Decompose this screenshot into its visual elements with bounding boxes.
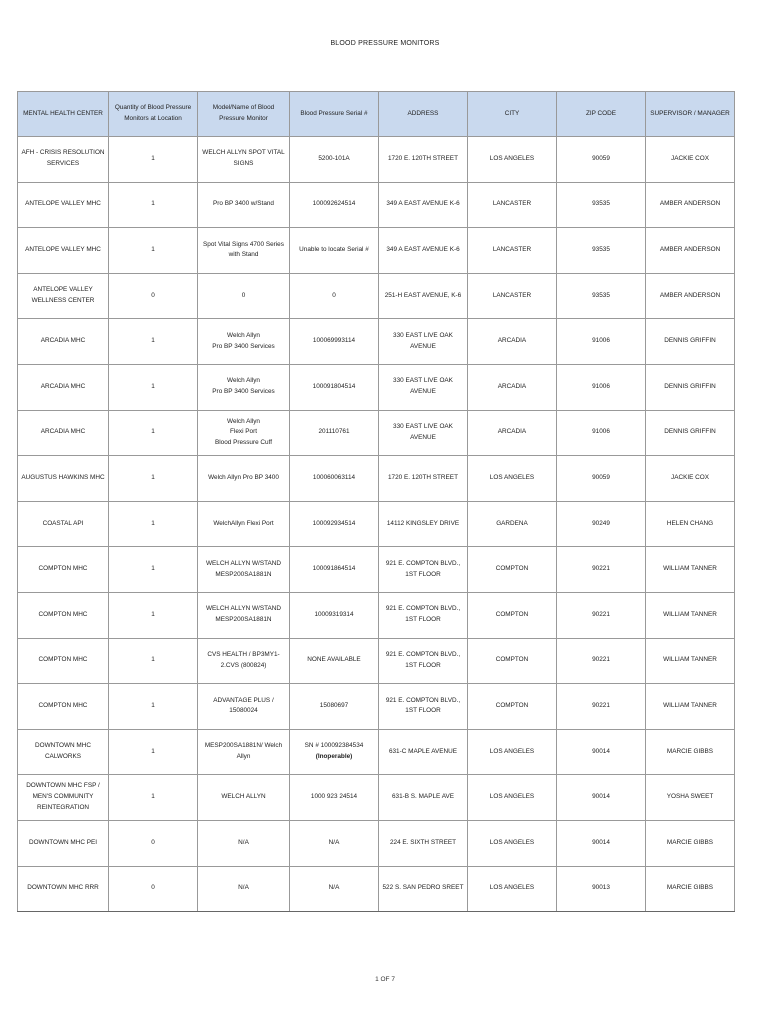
cell-address: 349 A EAST AVENUE K-6 <box>379 228 468 274</box>
cell-address: 921 E. COMPTON BLVD., 1ST FLOOR <box>379 638 468 684</box>
table-row <box>18 228 735 274</box>
cell-supervisor: YOSHA SWEET <box>646 775 735 821</box>
cell-address: 14112 KINGSLEY DRIVE <box>379 501 468 547</box>
cell-city: LOS ANGELES <box>468 866 557 912</box>
header-zip-code: ZIP CODE <box>557 92 646 137</box>
cell-center: ANTELOPE VALLEY MHC <box>18 182 109 228</box>
cell-city: LANCASTER <box>468 273 557 319</box>
cell-address: 330 EAST LIVE OAK AVENUE <box>379 410 468 456</box>
cell-quantity: 1 <box>109 684 198 730</box>
cell-address: 1720 E. 120TH STREET <box>379 137 468 183</box>
header-city: CITY <box>468 92 557 137</box>
table-row <box>18 592 735 638</box>
cell-address: 1720 E. 120TH STREET <box>379 456 468 502</box>
cell-serial: 100092934514 <box>290 501 379 547</box>
cell-supervisor: WILLIAM TANNER <box>646 592 735 638</box>
cell-city: ARCADIA <box>468 410 557 456</box>
cell-center: COMPTON MHC <box>18 684 109 730</box>
cell-serial: SN # 100092384534 (Inoperable) <box>290 729 379 775</box>
cell-quantity: 1 <box>109 547 198 593</box>
cell-center: ARCADIA MHC <box>18 410 109 456</box>
cell-quantity: 1 <box>109 775 198 821</box>
page-number: 1 OF 7 <box>375 976 395 983</box>
table-row <box>18 137 735 183</box>
cell-model: Welch Allyn Pro BP 3400 Services <box>198 364 290 410</box>
cell-center: DOWNTOWN MHC RRR <box>18 866 109 912</box>
cell-city: ARCADIA <box>468 319 557 365</box>
blood-pressure-monitors-table <box>17 91 735 912</box>
cell-center: ANTELOPE VALLEY MHC <box>18 228 109 274</box>
cell-center: ARCADIA MHC <box>18 319 109 365</box>
cell-serial: 5200-101A <box>290 137 379 183</box>
header-mental-health-center: MENTAL HEALTH CENTER <box>18 92 109 137</box>
cell-zip: 91006 <box>557 410 646 456</box>
cell-supervisor: MARCIE GIBBS <box>646 729 735 775</box>
cell-quantity: 1 <box>109 456 198 502</box>
header-serial: Blood Pressure Serial # <box>290 92 379 137</box>
table-row <box>18 866 735 912</box>
cell-city: LANCASTER <box>468 182 557 228</box>
cell-city: LOS ANGELES <box>468 775 557 821</box>
header-model: Model/Name of Blood Pressure Monitor <box>198 92 290 137</box>
cell-model: WELCH ALLYN SPOT VITAL SIGNS <box>198 137 290 183</box>
cell-zip: 90221 <box>557 638 646 684</box>
cell-serial: 100091804514 <box>290 364 379 410</box>
table-row <box>18 501 735 547</box>
cell-serial: N/A <box>290 820 379 866</box>
cell-serial: 100091864514 <box>290 547 379 593</box>
cell-quantity: 0 <box>109 866 198 912</box>
cell-center: COASTAL API <box>18 501 109 547</box>
cell-quantity: 1 <box>109 228 198 274</box>
cell-city: COMPTON <box>468 638 557 684</box>
cell-address: 921 E. COMPTON BLVD., 1ST FLOOR <box>379 592 468 638</box>
cell-zip: 90014 <box>557 729 646 775</box>
cell-address: 349 A EAST AVENUE K-6 <box>379 182 468 228</box>
cell-city: LOS ANGELES <box>468 456 557 502</box>
cell-center: COMPTON MHC <box>18 638 109 684</box>
cell-quantity: 1 <box>109 410 198 456</box>
cell-model: WELCH ALLYN W/STAND MESP200SA1881N <box>198 547 290 593</box>
cell-supervisor: AMBER ANDERSON <box>646 228 735 274</box>
cell-supervisor: JACKIE COX <box>646 137 735 183</box>
cell-city: LOS ANGELES <box>468 137 557 183</box>
cell-city: COMPTON <box>468 684 557 730</box>
cell-city: LOS ANGELES <box>468 820 557 866</box>
cell-supervisor: AMBER ANDERSON <box>646 273 735 319</box>
table-row <box>18 775 735 821</box>
cell-serial: 1000 923 24514 <box>290 775 379 821</box>
cell-supervisor: WILLIAM TANNER <box>646 547 735 593</box>
cell-zip: 90013 <box>557 866 646 912</box>
cell-quantity: 1 <box>109 137 198 183</box>
cell-serial: 201110761 <box>290 410 379 456</box>
cell-model: WELCH ALLYN W/STAND MESP200SA1881N <box>198 592 290 638</box>
table-row <box>18 729 735 775</box>
table-row <box>18 273 735 319</box>
cell-model: MESP200SA1881N/ Welch Allyn <box>198 729 290 775</box>
cell-supervisor: MARCIE GIBBS <box>646 866 735 912</box>
cell-quantity: 1 <box>109 592 198 638</box>
cell-zip: 90014 <box>557 820 646 866</box>
cell-city: GARDENA <box>468 501 557 547</box>
cell-model: N/A <box>198 866 290 912</box>
cell-supervisor: DENNIS GRIFFIN <box>646 364 735 410</box>
cell-zip: 90014 <box>557 775 646 821</box>
table-row <box>18 182 735 228</box>
cell-address: 330 EAST LIVE OAK AVENUE <box>379 364 468 410</box>
cell-model: Welch Allyn Pro BP 3400 Services <box>198 319 290 365</box>
cell-supervisor: AMBER ANDERSON <box>646 182 735 228</box>
cell-serial: 0 <box>290 273 379 319</box>
cell-address: 330 EAST LIVE OAK AVENUE <box>379 319 468 365</box>
table-row <box>18 820 735 866</box>
cell-quantity: 1 <box>109 729 198 775</box>
cell-center: ARCADIA MHC <box>18 364 109 410</box>
cell-quantity: 1 <box>109 364 198 410</box>
cell-model: CVS HEALTH / BP3MY1-2.CVS (800824) <box>198 638 290 684</box>
table-row <box>18 319 735 365</box>
cell-model: Pro BP 3400 w/Stand <box>198 182 290 228</box>
cell-city: COMPTON <box>468 547 557 593</box>
cell-supervisor: JACKIE COX <box>646 456 735 502</box>
cell-supervisor: DENNIS GRIFFIN <box>646 319 735 365</box>
cell-address: 921 E. COMPTON BLVD., 1ST FLOOR <box>379 684 468 730</box>
header-address: ADDRESS <box>379 92 468 137</box>
table-row <box>18 410 735 456</box>
cell-quantity: 1 <box>109 638 198 684</box>
cell-quantity: 0 <box>109 820 198 866</box>
cell-serial: N/A <box>290 866 379 912</box>
cell-supervisor: WILLIAM TANNER <box>646 684 735 730</box>
cell-city: LANCASTER <box>468 228 557 274</box>
cell-serial: 100060063114 <box>290 456 379 502</box>
table-row <box>18 638 735 684</box>
cell-city: ARCADIA <box>468 364 557 410</box>
cell-zip: 93535 <box>557 182 646 228</box>
header-quantity: Quantity of Blood Pressure Monitors at Location <box>109 92 198 137</box>
cell-model: N/A <box>198 820 290 866</box>
cell-quantity: 1 <box>109 182 198 228</box>
cell-city: LOS ANGELES <box>468 729 557 775</box>
cell-zip: 90221 <box>557 547 646 593</box>
table-row <box>18 684 735 730</box>
serial-note: (Inoperable) <box>315 753 353 761</box>
cell-zip: 90221 <box>557 592 646 638</box>
cell-center: AUGUSTUS HAWKINS MHC <box>18 456 109 502</box>
cell-zip: 93535 <box>557 228 646 274</box>
cell-quantity: 1 <box>109 319 198 365</box>
header-supervisor: SUPERVISOR / MANAGER <box>646 92 735 137</box>
cell-model: ADVANTAGE PLUS / 15080024 <box>198 684 290 730</box>
cell-serial: 15080697 <box>290 684 379 730</box>
cell-center: AFH - CRISIS RESOLUTION SERVICES <box>18 137 109 183</box>
cell-center: DOWNTOWN MHC PEI <box>18 820 109 866</box>
cell-center: COMPTON MHC <box>18 592 109 638</box>
cell-zip: 90059 <box>557 137 646 183</box>
cell-model: WelchAllyn Flexi Port <box>198 501 290 547</box>
cell-serial: NONE AVAILABLE <box>290 638 379 684</box>
table-header-row <box>18 92 735 137</box>
cell-model: Welch Allyn Flexi Port Blood Pressure Cuff <box>198 410 290 456</box>
cell-serial: 10009319314 <box>290 592 379 638</box>
cell-serial: 100092624514 <box>290 182 379 228</box>
cell-supervisor: WILLIAM TANNER <box>646 638 735 684</box>
cell-supervisor: HELEN CHANG <box>646 501 735 547</box>
table-row <box>18 547 735 593</box>
cell-address: 224 E. SIXTH STREET <box>379 820 468 866</box>
cell-address: 921 E. COMPTON BLVD., 1ST FLOOR <box>379 547 468 593</box>
cell-center: DOWNTOWN MHC CALWORKS <box>18 729 109 775</box>
cell-zip: 93535 <box>557 273 646 319</box>
cell-address: 522 S. SAN PEDRO SREET <box>379 866 468 912</box>
cell-serial: 100069993114 <box>290 319 379 365</box>
cell-center: DOWNTOWN MHC FSP / MEN'S COMMUNITY REINTEGRATION <box>18 775 109 821</box>
cell-zip: 91006 <box>557 319 646 365</box>
cell-serial: Unable to locate Serial # <box>290 228 379 274</box>
table-body <box>18 137 735 912</box>
cell-supervisor: DENNIS GRIFFIN <box>646 410 735 456</box>
cell-address: 631-B S. MAPLE AVE <box>379 775 468 821</box>
table-row <box>18 364 735 410</box>
cell-model: Spot Vital Signs 4700 Series with Stand <box>198 228 290 274</box>
cell-center: COMPTON MHC <box>18 547 109 593</box>
cell-address: 251-H EAST AVENUE, K-6 <box>379 273 468 319</box>
cell-city: COMPTON <box>468 592 557 638</box>
cell-model: WELCH ALLYN <box>198 775 290 821</box>
cell-quantity: 0 <box>109 273 198 319</box>
cell-zip: 90059 <box>557 456 646 502</box>
cell-model: Welch Allyn Pro BP 3400 <box>198 456 290 502</box>
document-title: BLOOD PRESSURE MONITORS <box>330 40 440 47</box>
cell-quantity: 1 <box>109 501 198 547</box>
cell-zip: 90221 <box>557 684 646 730</box>
cell-address: 631-C MAPLE AVENUE <box>379 729 468 775</box>
cell-zip: 90249 <box>557 501 646 547</box>
table-row <box>18 456 735 502</box>
cell-supervisor: MARCIE GIBBS <box>646 820 735 866</box>
cell-center: ANTELOPE VALLEY WELLNESS CENTER <box>18 273 109 319</box>
cell-zip: 91006 <box>557 364 646 410</box>
cell-model: 0 <box>198 273 290 319</box>
